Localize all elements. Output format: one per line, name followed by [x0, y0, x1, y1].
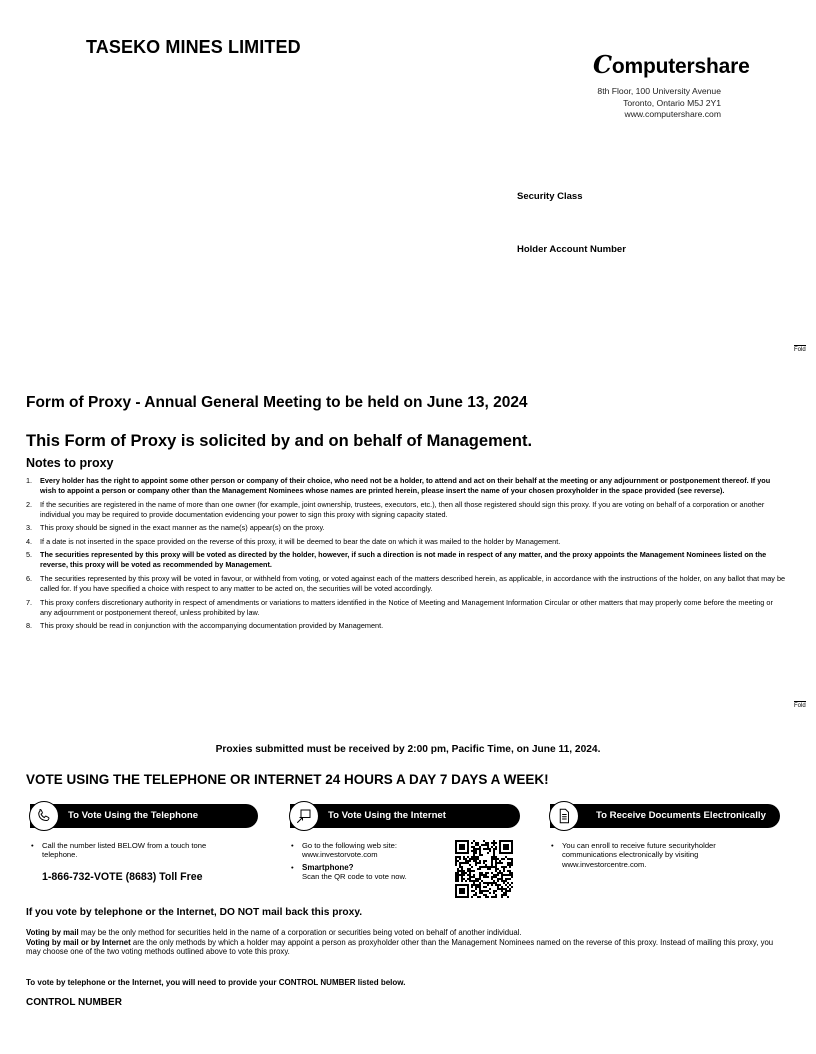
do-not-mail-warning: If you vote by telephone or the Internet, DO NOT mail back this proxy. [26, 907, 363, 918]
note-number: 8. [26, 621, 33, 631]
logo-initial: C [593, 50, 612, 79]
telephone-vote-banner [30, 804, 258, 828]
company-name: TASEKO MINES LIMITED [86, 37, 301, 57]
phone-icon [29, 801, 59, 831]
note-item [26, 523, 786, 533]
note-text: If the securities are registered in the name of more than one owner (for example, joint ownership, trustees, executors, etc.), then all those registered should sign this proxy. If you are voting on behalf of a corporation or another individual you may be required to provide documentation evidencing your power to sign this proxy with signing capacity stated. [40, 499, 765, 519]
note-number: 7. [26, 597, 33, 607]
note-text: Every holder has the right to appoint some other person or company of their choice, who need not be a holder, to attend and act on their behalf at the meeting or any adjournment or postponement thereof. If you wish to appoint a person or company other than the Management Nominees whose names are printed herein, please insert the name of your chosen proxyholder in the space provided (see reverse). [40, 476, 771, 495]
note-item [26, 598, 786, 618]
electronic-bullet[interactable]: • You can enroll to receive future securityholder communications electronically by visiting www.investorcentre.com. [550, 841, 770, 869]
telephone-bullet: • Call the number listed BELOW from a touch tone telephone. [30, 841, 240, 860]
mail-note-1-text: may be the only method for securities held in the name of a corporation or securities being voted on behalf of another individual. [78, 928, 522, 937]
note-item [26, 476, 786, 496]
scan-qr-text: Scan the QR code to vote now. [302, 872, 407, 882]
fold-mark-top: Fold [794, 347, 806, 353]
meeting-title: Form of Proxy - Annual General Meeting to be held on June 13, 2024 [26, 394, 528, 411]
address-line-2: Toronto, Ontario M5J 2Y1 [623, 97, 721, 108]
control-number-label: CONTROL NUMBER [26, 997, 122, 1008]
mail-note-1 [26, 928, 786, 938]
computer-cursor-icon [289, 801, 319, 831]
mail-note-1-bold: Voting by mail [26, 928, 79, 937]
note-text: If a date is not inserted in the space provided on the reverse of this proxy, it will be deemed to bear the date on which it was mailed to the holder by Management. [40, 536, 561, 546]
control-number-instruction: To vote by telephone or the Internet, you will need to provide your CONTROL NUMBER listed below. [26, 978, 406, 987]
mail-voting-notes [26, 928, 786, 957]
internet-vote-title: To Vote Using the Internet [328, 810, 446, 821]
holder-account-label: Holder Account Number [517, 244, 626, 255]
note-number: 4. [26, 536, 33, 546]
note-item [26, 500, 786, 520]
proxy-deadline: Proxies submitted must be received by 2:00 pm, Pacific Time, on June 11, 2024. [215, 744, 601, 755]
fold-mark-bottom: Fold [794, 703, 806, 709]
notes-list [26, 476, 786, 635]
note-number: 3. [26, 523, 33, 533]
electronic-instructions [550, 841, 770, 869]
toll-free-number[interactable]: 1-866-732-VOTE (8683) Toll Free [42, 871, 203, 883]
telephone-vote-title: To Vote Using the Telephone [68, 810, 199, 821]
note-item [26, 621, 786, 631]
electronic-delivery-banner [550, 804, 780, 828]
telephone-instructions [30, 841, 240, 860]
logo-text: omputershare [611, 55, 750, 78]
note-number: 5. [26, 550, 33, 560]
smartphone-label: • Smartphone? [302, 862, 354, 872]
address-line-1: 8th Floor, 100 University Avenue [597, 86, 721, 96]
computershare-logo [593, 50, 750, 79]
solicitation-title: This Form of Proxy is solicited by and on behalf of Management. [26, 432, 533, 450]
note-number: 1. [26, 476, 33, 485]
note-item [26, 550, 786, 570]
issuer-address [520, 86, 721, 121]
internet-vote-banner [290, 804, 520, 828]
note-text: This proxy should be read in conjunction with the accompanying documentation provided by Management. [40, 621, 384, 631]
security-class-label: Security Class [517, 191, 583, 202]
note-number: 2. [26, 499, 33, 509]
mail-note-2 [26, 938, 786, 957]
notes-heading: Notes to proxy [26, 456, 114, 470]
note-number: 6. [26, 573, 33, 583]
note-item [26, 537, 786, 547]
electronic-delivery-title: To Receive Documents Electronically [596, 810, 766, 821]
internet-bullet[interactable]: • Go to the following web site: www.investorvote.com [290, 841, 440, 860]
qr-code[interactable] [455, 840, 513, 898]
note-text: The securities represented by this proxy will be voted in favour, or withheld from voting, or voted against each of the matters described herein, as applicable, in accordance with the instructions of the holder, on any ballot that may be called for. If you have specified a choice with respect to any matter to be acted on, the securities will be voted accordingly. [40, 573, 786, 593]
internet-instructions [290, 841, 440, 882]
note-text: This proxy confers discretionary authority in respect of amendments or variations to matters identified in the Notice of Meeting and Management Information Circular or other matters that may properly come before the meeting or any adjournment or postponement thereof, unless prohibited by law. [40, 597, 773, 617]
smartphone-bullet [290, 863, 440, 882]
note-item [26, 574, 786, 594]
address-line-3: www.computershare.com [624, 109, 721, 119]
note-text: The securities represented by this proxy will be voted as directed by the holder, however, if such a direction is not made in respect of any matter, and the proxy appoints the Management Nominees listed on the reverse, this proxy will be voted as recommended by Management. [40, 550, 767, 570]
document-icon [549, 801, 579, 831]
vote-heading: VOTE USING THE TELEPHONE OR INTERNET 24 HOURS A DAY 7 DAYS A WEEK! [26, 772, 549, 787]
note-text: This proxy should be signed in the exact manner as the name(s) appear(s) on the proxy. [40, 523, 325, 533]
mail-note-2-bold: Voting by mail or by Internet [26, 937, 131, 947]
mail-note-2-text: are the only methods by which a holder may appoint a person as proxyholder other than the Management Nominees named on the reverse of this proxy. Instead of mailing this proxy, you may choose one of the two voting methods outlined above to vote this proxy. [26, 937, 774, 957]
